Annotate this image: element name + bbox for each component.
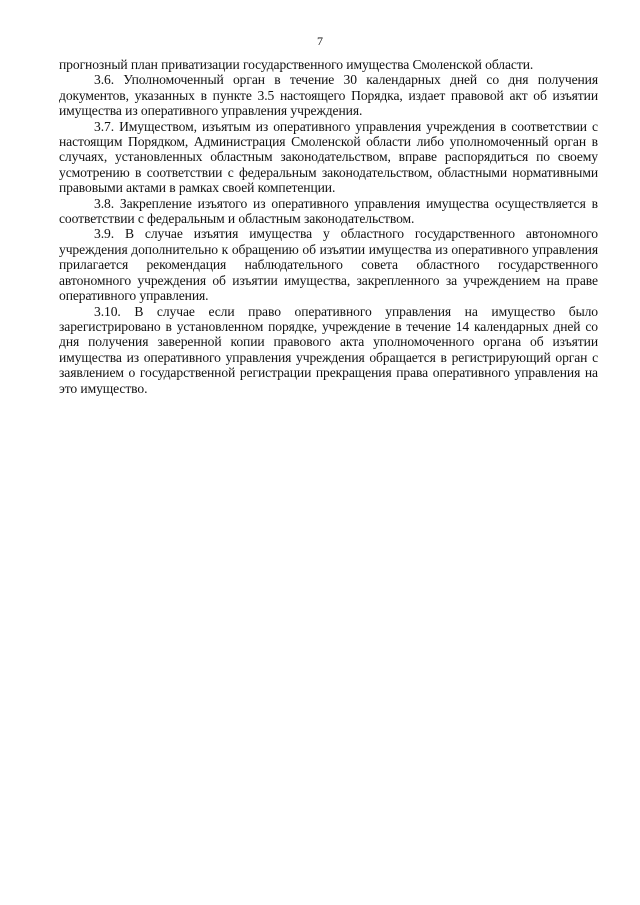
- document-body: [59, 57, 598, 396]
- paragraph-3-7: 3.7. Имуществом, изъятым из оперативного управления учреждения в соответствии с настоящим Порядком, Администрация Смоленской области либо уполномоченный орган в случаях, установленных областным законодательством, вправе распорядиться по своему усмотрению в соответствии с федеральным законодательством, областными нормативными правовыми актами в рамках своей компетенции.: [59, 118, 598, 196]
- paragraph-3-6: 3.6. Уполномоченный орган в течение 30 календарных дней со дня получения документов, указанных в пункте 3.5 настоящего Порядка, издает правовой акт об изъятии имущества из оперативного управления учреждения.: [59, 72, 598, 119]
- paragraph-3-9: 3.9. В случае изъятия имущества у областного государственного автономного учреждения дополнительно к обращению об изъятии имущества из оперативного управления прилагается рекомендация наблюдательного совета областного государственного автономного учреждения об изъятии имущества, закрепленного за учреждением на праве оперативного управления.: [59, 226, 598, 304]
- paragraph-3-8: 3.8. Закрепление изъятого из оперативного управления имущества осуществляется в соответствии с федеральным и областным законодательством.: [59, 195, 598, 227]
- paragraph-continuation: прогнозный план приватизации государственного имущества Смоленской области.: [59, 57, 534, 72]
- page-number: 7: [317, 34, 323, 48]
- paragraph-3-10: 3.10. В случае если право оперативного управления на имущество было зарегистрировано в установленном порядке, учреждение в течение 14 календарных дней со дня получения заверенной копии правового акта уполномоченного органа об изъятии имущества из оперативного управления учреждения обращается в регистрирующий орган с заявлением о государственной регистрации прекращения права оперативного управления на это имущество.: [59, 303, 598, 396]
